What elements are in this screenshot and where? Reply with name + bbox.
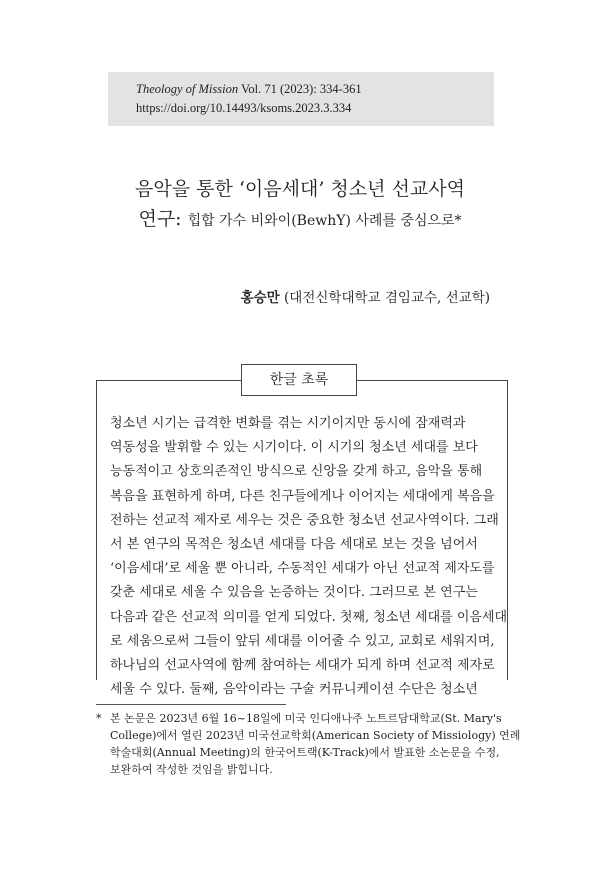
volume-info: Vol. 71 (2023): 334-361: [241, 82, 362, 96]
author-name: 홍승만: [240, 290, 280, 306]
paper-title-line1: 음악을 통한 ‘이음세대’ 청소년 선교사역: [135, 178, 465, 200]
abstract-line: 하나님의 선교사역에 함께 참여하는 세대가 되게 하며 선교적 제자로: [110, 657, 495, 673]
abstract-line: ‘이음세대’로 세울 뿐 아니라, 수동적인 세대가 아닌 선교적 제자도를: [110, 561, 495, 577]
abstract-line: 복음을 표현하게 하며, 다른 친구들에게나 이어지는 세대에게 복음을: [110, 488, 495, 504]
abstract-line: 세울 수 있다. 둘째, 음악이라는 구술 커뮤니케이션 수단은 청소년: [110, 682, 478, 698]
abstract-line: 능동적이고 상호의존적인 방식으로 신앙을 갖게 하고, 음악을 통해: [110, 464, 483, 480]
journal-header: [108, 72, 494, 126]
paper-title-line2: [0, 204, 600, 231]
abstract-line: 로 세움으로써 그들이 앞뒤 세대를 이어줄 수 있고, 교회로 세워지며,: [110, 633, 495, 649]
abstract-label: 한글 초록: [241, 364, 357, 396]
title-main: 연구:: [138, 208, 182, 230]
abstract-line: 서 본 연구의 목적은 청소년 세대를 다음 세대로 보는 것을 넘어서: [110, 536, 478, 552]
abstract-line: 청소년 시기는 급격한 변화를 겪는 시기이지만 동시에 잠재력과: [110, 416, 466, 431]
abstract-line: 다음과 같은 선교적 의미를 얻게 되었다. 첫째, 청소년 세대를 이음세대: [110, 609, 508, 625]
footnote-mark: *: [96, 712, 102, 725]
title-subtitle: 힙합 가수 비와이(BewhY) 사례를 중심으로*: [187, 213, 462, 229]
footnote: [96, 710, 521, 778]
abstract-line: 역동성을 발휘할 수 있는 시기이다. 이 시기의 청소년 세대를 보다: [110, 440, 478, 456]
footnote-divider: [96, 704, 286, 705]
footnote-line: 보완하여 작성한 것임을 밝힙니다.: [110, 763, 273, 776]
journal-citation: [136, 80, 494, 99]
abstract-line: 전하는 선교적 제자로 세우는 것은 중요한 청소년 선교사역이다. 그래: [110, 512, 499, 528]
footnote-line: College)에서 열린 2023년 미국선교학회(American Society of Missiology) 연례: [110, 729, 521, 742]
journal-name: Theology of Mission: [136, 82, 239, 96]
footnote-line: 학술대회(Annual Meeting)의 한국어트랙(K-Track)에서 발표한 소논문을 수정,: [110, 746, 500, 759]
abstract-line: 갖춘 세대로 세울 수 있음을 논증하는 것이다. 그러므로 본 연구는: [110, 585, 478, 601]
footnote-line: 본 논문은 2023년 6월 16~18일에 미국 인디애나주 노트르담대학교(St. Mary's: [110, 712, 502, 725]
author-affiliation: (대전신학대학교 겸임교수, 선교학): [284, 290, 490, 306]
abstract-body: [110, 412, 508, 702]
doi-link[interactable]: https://doi.org/10.14493/ksoms.2023.3.334: [136, 101, 352, 115]
author-line: [241, 286, 490, 306]
